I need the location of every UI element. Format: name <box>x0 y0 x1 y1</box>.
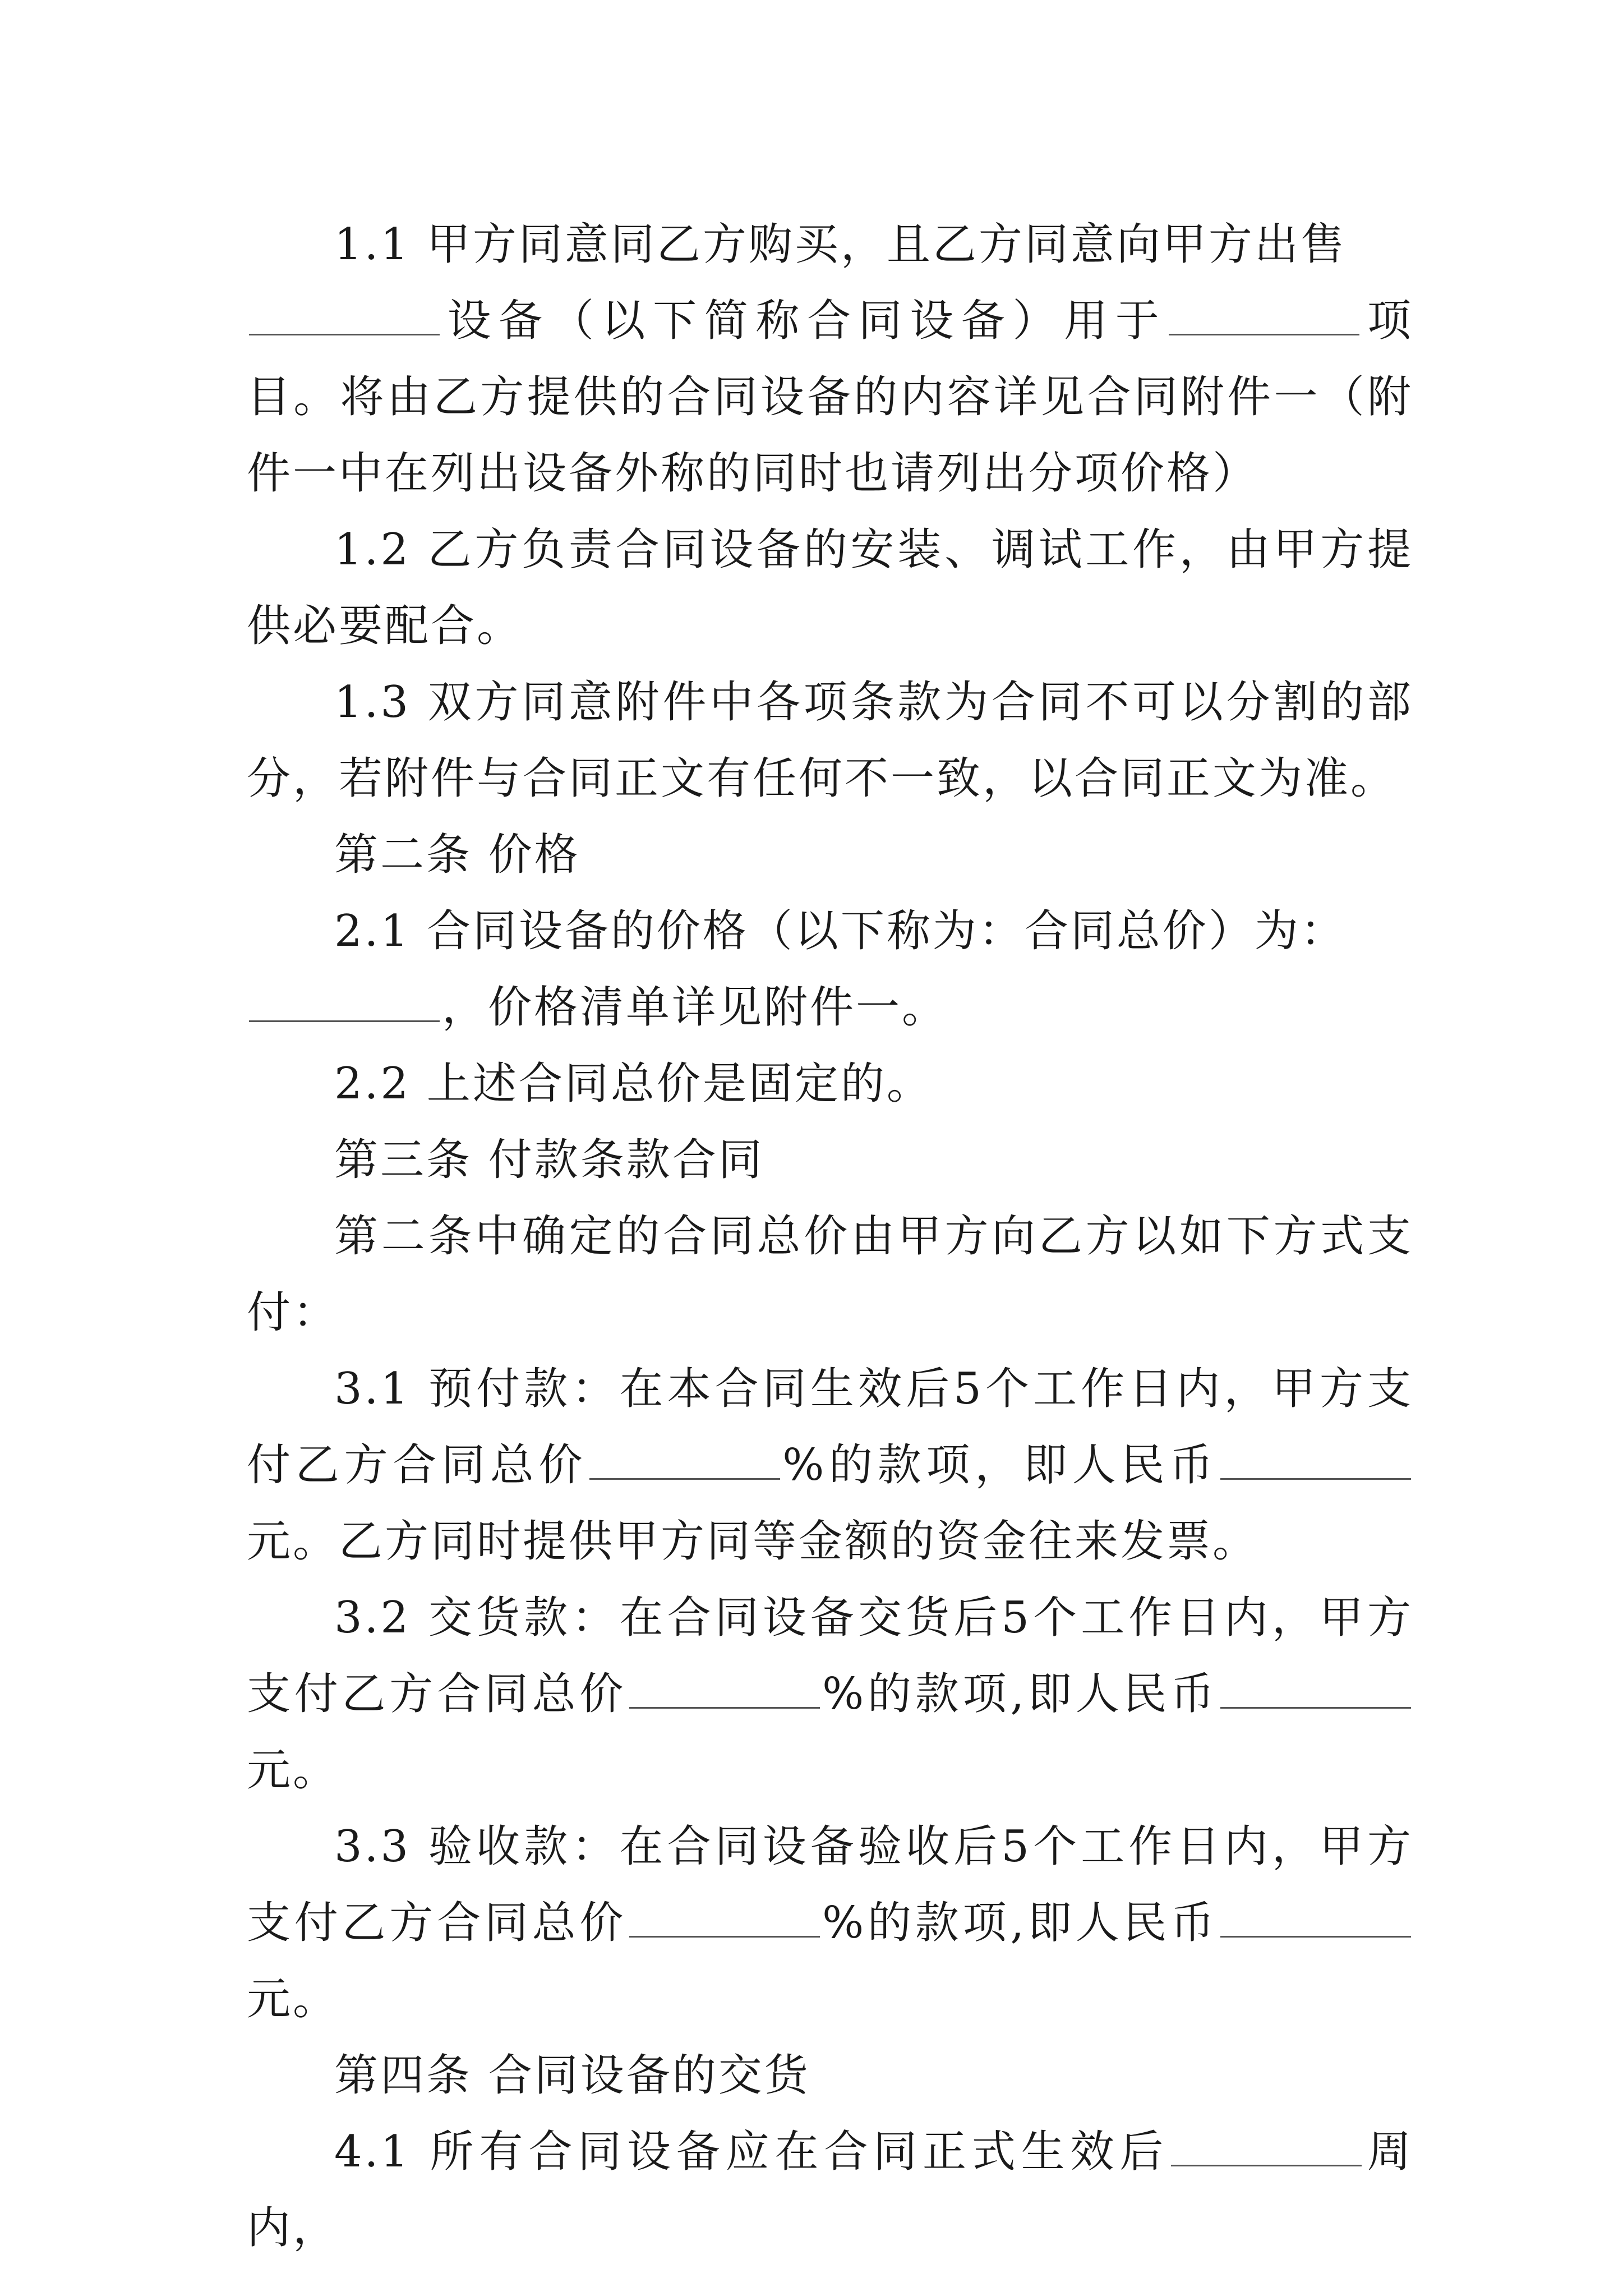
clause-1-1 <box>247 206 1413 512</box>
section-heading-delivery: 第四条 合同设备的交货 <box>334 2050 810 2101</box>
clause-2-1 <box>247 893 1413 1046</box>
clause-text: 元。 <box>247 1745 339 1796</box>
fill-blank-prepay-amount[interactable] <box>1220 1444 1411 1480</box>
clause-text: %的款项，即人民币 <box>782 1440 1218 1490</box>
clause-text: ，价格清单详见附件一。 <box>442 982 948 1033</box>
fill-blank-project[interactable] <box>1169 300 1359 335</box>
clause-3-3 <box>247 1809 1413 2037</box>
fill-blank-total-price[interactable] <box>249 987 440 1022</box>
clause-text: 4.1 所有合同设备应在合同正式生效后 <box>334 2127 1169 2177</box>
contract-body <box>247 206 1413 2266</box>
clause-1-3: 1.3 双方同意附件中各项条款为合同不可以分割的部分，若附件与合同正文有任何不一致，以合同正文为准。 <box>247 677 1413 804</box>
clause-3-1 <box>247 1351 1413 1580</box>
clause-text: 3.2 交货款：在合同设备交货后5个工作日内，甲方支付乙方合同总价 <box>247 1593 1413 1719</box>
fill-blank-delivery-weeks[interactable] <box>1171 2131 1362 2166</box>
fill-blank-equipment[interactable] <box>249 300 440 335</box>
clause-3-2 <box>247 1580 1413 1809</box>
clause-text: 2.1 合同设备的价格（以下称为：合同总价）为： <box>334 906 1347 956</box>
clause-4-1 <box>247 2114 1413 2266</box>
clause-text: 元。 <box>247 1974 339 2024</box>
fill-blank-acceptance-amount[interactable] <box>1220 1902 1411 1938</box>
clause-text: %的款项,即人民币 <box>822 1898 1218 1948</box>
clause-text: 1.1 甲方同意同乙方购买，且乙方同意向甲方出售 <box>334 219 1347 270</box>
clause-2-2: 2.2 上述合同总价是固定的。 <box>334 1059 933 1109</box>
section-heading-price: 第二条 价格 <box>334 830 580 880</box>
clause-text: 3.3 验收款：在合同设备验收后5个工作日内，甲方支付乙方合同总价 <box>247 1821 1413 1948</box>
clause-text: %的款项,即人民币 <box>822 1669 1218 1719</box>
section-heading-payment: 第三条 付款条款合同 <box>334 1135 764 1185</box>
fill-blank-delivery-percent[interactable] <box>629 1673 820 1709</box>
clause-1-2: 1.2 乙方负责合同设备的安装、调试工作，由甲方提供必要配合。 <box>247 524 1413 651</box>
clause-text: 项目。将由乙方提供的合同设备的内容详见合同附件一（附件一中在列出设备外称的同时也请列出分项价格） <box>247 296 1413 499</box>
clause-text: 3.1 预付款：在本合同生效后5个工作日内，甲方支付乙方合同总价 <box>247 1364 1413 1490</box>
payment-intro: 第二条中确定的合同总价由甲方向乙方以如下方式支付： <box>247 1211 1413 1338</box>
clause-text: 周内， <box>247 2127 1413 2253</box>
fill-blank-delivery-amount[interactable] <box>1220 1673 1411 1709</box>
fill-blank-acceptance-percent[interactable] <box>629 1902 820 1938</box>
clause-text: 设备（以下简称合同设备）用于 <box>442 296 1167 346</box>
fill-blank-prepay-percent[interactable] <box>589 1444 780 1480</box>
clause-text: 元。乙方同时提供甲方同等金额的资金往来发票。 <box>247 1516 1259 1567</box>
